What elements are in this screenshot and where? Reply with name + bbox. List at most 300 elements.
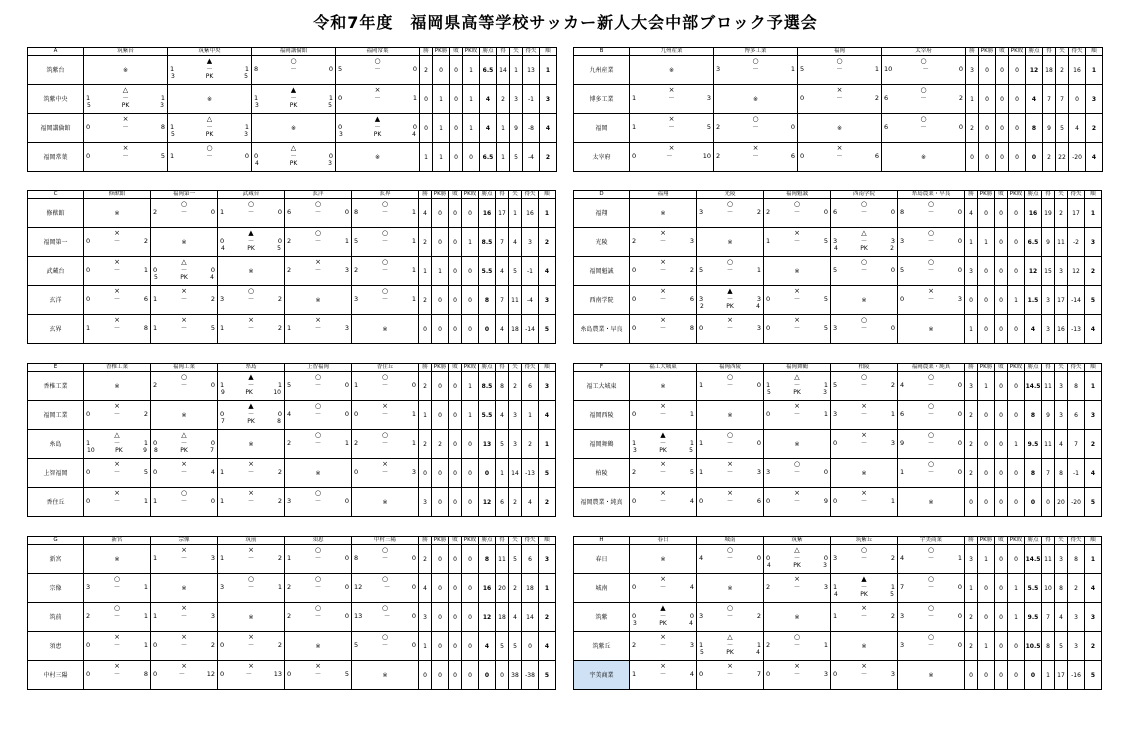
pk-away: 5 bbox=[890, 591, 894, 598]
match-result-cell bbox=[898, 286, 965, 315]
stat-value: 0 bbox=[996, 56, 1009, 85]
stat-value: 2 bbox=[965, 632, 978, 661]
home-goals: 0 bbox=[766, 554, 771, 562]
away-goals: 0 bbox=[689, 612, 694, 620]
pk-away: 3 bbox=[328, 160, 332, 167]
score-dash: － bbox=[247, 295, 255, 303]
match-result-cell bbox=[630, 459, 697, 488]
stat-value: 2 bbox=[509, 574, 522, 603]
match-result-cell bbox=[84, 401, 151, 430]
away-goals: 8 bbox=[160, 123, 165, 131]
match-result-cell bbox=[285, 315, 352, 344]
pk-away: 7 bbox=[210, 447, 214, 454]
away-goals: 0 bbox=[957, 468, 962, 476]
home-goals: 1 bbox=[153, 612, 158, 620]
result-mark: × bbox=[660, 633, 666, 641]
row-team-name: 福岡西陵 bbox=[574, 401, 630, 430]
home-goals: 0 bbox=[833, 497, 838, 505]
stat-header: 勝 bbox=[419, 537, 432, 545]
stat-value: 0 bbox=[462, 488, 479, 517]
group-table-c bbox=[27, 190, 556, 344]
row-team-name: 宗像 bbox=[28, 574, 84, 603]
stat-value: 0 bbox=[449, 574, 462, 603]
result-mark: × bbox=[114, 258, 120, 266]
stat-header: 得失 bbox=[522, 537, 539, 545]
match-result-cell bbox=[168, 143, 252, 172]
score-dash: － bbox=[381, 295, 389, 303]
home-goals: 1 bbox=[153, 324, 158, 332]
stat-value: 3 bbox=[510, 85, 523, 114]
match-result-cell bbox=[151, 286, 218, 315]
stat-value: 5.5 bbox=[479, 401, 496, 430]
score bbox=[800, 95, 879, 102]
result-mark: ○ bbox=[927, 431, 935, 439]
self-match-cell: ※ bbox=[697, 574, 764, 603]
row-team-name: 城南 bbox=[574, 574, 630, 603]
group-table-d bbox=[573, 190, 1102, 344]
score-dash: － bbox=[793, 583, 801, 591]
score bbox=[153, 440, 215, 447]
home-goals: 5 bbox=[338, 65, 343, 73]
home-goals: 1 bbox=[833, 583, 838, 591]
stat-value: 1 bbox=[539, 199, 556, 228]
home-goals: 0 bbox=[800, 94, 805, 102]
result-mark: ○ bbox=[314, 489, 322, 497]
stat-value: 0 bbox=[432, 372, 449, 401]
row-team-name: 福岡 bbox=[574, 114, 630, 143]
result-mark: × bbox=[794, 575, 800, 583]
group-header-row bbox=[28, 191, 556, 199]
match-result-cell bbox=[352, 545, 419, 574]
away-goals: 3 bbox=[890, 237, 895, 245]
score-dash: － bbox=[659, 439, 667, 447]
match-result-cell bbox=[252, 56, 336, 85]
pk-label: PK bbox=[245, 389, 253, 396]
stat-value: 6.5 bbox=[480, 143, 497, 172]
stat-header: 順 bbox=[1085, 191, 1102, 199]
row-team-name: 筑紫中央 bbox=[28, 85, 84, 114]
match-result-cell bbox=[714, 143, 798, 172]
stat-value: 0 bbox=[449, 632, 462, 661]
team-row bbox=[574, 56, 1103, 85]
away-goals: 0 bbox=[210, 381, 215, 389]
match-result-cell bbox=[764, 488, 831, 517]
result-mark: ▲ bbox=[290, 86, 297, 94]
home-goals: 2 bbox=[354, 266, 359, 274]
score-dash: － bbox=[927, 237, 935, 245]
score bbox=[287, 411, 349, 418]
home-goals: 0 bbox=[86, 295, 91, 303]
stat-header: 得失 bbox=[1068, 537, 1085, 545]
stat-value: 3 bbox=[966, 56, 979, 85]
away-goals: 3 bbox=[411, 468, 416, 476]
stat-header: 順 bbox=[539, 364, 556, 372]
stat-value: 0 bbox=[432, 545, 449, 574]
column-team-name: 中村三陽 bbox=[352, 537, 419, 545]
score bbox=[86, 584, 148, 591]
pk-label: PK bbox=[373, 131, 382, 138]
team-row bbox=[28, 459, 556, 488]
stat-value: 4 bbox=[1055, 603, 1068, 632]
self-match-cell: ※ bbox=[168, 85, 252, 114]
match-result-cell bbox=[218, 545, 285, 574]
stat-value: 1 bbox=[539, 574, 556, 603]
column-team-name: 福岡常葉 bbox=[336, 48, 420, 56]
home-goals: 0 bbox=[220, 410, 225, 418]
score bbox=[86, 440, 148, 447]
score-dash: － bbox=[927, 612, 935, 620]
result-mark: ○ bbox=[381, 200, 389, 208]
home-goals: 1 bbox=[632, 670, 637, 678]
home-goals: 0 bbox=[86, 266, 91, 274]
score-dash: － bbox=[180, 381, 188, 389]
result-mark: ○ bbox=[793, 460, 801, 468]
stat-value: 3 bbox=[1085, 603, 1102, 632]
away-goals: 2 bbox=[890, 381, 895, 389]
score bbox=[287, 325, 349, 332]
result-mark: ○ bbox=[381, 373, 389, 381]
stat-value: 2 bbox=[420, 56, 433, 85]
score-dash: － bbox=[381, 439, 389, 447]
column-team-name: 福岡工業 bbox=[151, 364, 218, 372]
home-goals: 2 bbox=[287, 583, 292, 591]
row-team-name: 光陵 bbox=[574, 228, 630, 257]
stat-value: 0 bbox=[432, 401, 449, 430]
stat-value: 0 bbox=[1025, 661, 1042, 690]
pk-label: PK bbox=[289, 102, 298, 109]
pk-label: PK bbox=[793, 389, 801, 396]
column-team-name: 玄洋 bbox=[285, 191, 352, 199]
stat-value: 1 bbox=[433, 114, 450, 143]
team-row bbox=[28, 315, 556, 344]
result-mark: × bbox=[114, 402, 120, 410]
row-team-name: 太宰府 bbox=[574, 143, 630, 172]
self-match-cell: ※ bbox=[831, 632, 898, 661]
stat-value: 0 bbox=[995, 401, 1008, 430]
stat-header: 敗 bbox=[995, 537, 1008, 545]
match-result-cell bbox=[84, 632, 151, 661]
score-dash: － bbox=[290, 152, 297, 160]
column-team-name: 香住丘 bbox=[352, 364, 419, 372]
result-mark: ○ bbox=[381, 604, 389, 612]
match-result-cell bbox=[84, 459, 151, 488]
match-result-cell bbox=[898, 430, 965, 459]
row-team-name: 上智福岡 bbox=[28, 459, 84, 488]
score-dash: － bbox=[314, 554, 322, 562]
score-dash: － bbox=[247, 641, 255, 649]
stat-value: 1 bbox=[978, 632, 995, 661]
column-team-name: 福岡魁誠 bbox=[764, 191, 831, 199]
stat-value: 2 bbox=[965, 401, 978, 430]
match-result-cell bbox=[630, 632, 697, 661]
score-dash: － bbox=[247, 554, 255, 562]
pk-score bbox=[255, 102, 332, 109]
pk-label: PK bbox=[860, 245, 868, 252]
match-result-cell bbox=[882, 56, 966, 85]
score bbox=[833, 209, 895, 216]
stat-value: 2 bbox=[1056, 56, 1069, 85]
stat-value: 12 bbox=[1068, 257, 1085, 286]
group-table-e bbox=[27, 363, 556, 517]
stat-value: 12 bbox=[1026, 56, 1043, 85]
group-table-b bbox=[573, 47, 1103, 172]
stat-value: 4 bbox=[1026, 85, 1043, 114]
away-goals: 0 bbox=[957, 583, 962, 591]
score-dash: － bbox=[206, 152, 213, 160]
score-dash: － bbox=[752, 123, 759, 131]
self-match-cell: ※ bbox=[84, 372, 151, 401]
match-result-cell bbox=[218, 286, 285, 315]
away-goals: 0 bbox=[411, 612, 416, 620]
score-dash: － bbox=[793, 554, 801, 562]
result-mark: ○ bbox=[726, 373, 734, 381]
away-goals: 5 bbox=[706, 123, 711, 131]
stat-value: 1 bbox=[497, 114, 510, 143]
score-dash: － bbox=[180, 612, 188, 620]
stat-header: 勝点 bbox=[1025, 191, 1042, 199]
home-goals: 0 bbox=[338, 123, 343, 131]
home-goals: 1 bbox=[699, 641, 704, 649]
stat-value: 7 bbox=[496, 228, 509, 257]
home-goals: 0 bbox=[699, 497, 704, 505]
stat-header: 勝 bbox=[965, 364, 978, 372]
column-team-name: 福岡講倫館 bbox=[252, 48, 336, 56]
stat-header: 得 bbox=[1043, 48, 1056, 56]
stat-value: 5.5 bbox=[1025, 574, 1042, 603]
pk-home: 4 bbox=[767, 562, 771, 569]
score-dash: － bbox=[726, 295, 734, 303]
match-result-cell bbox=[630, 228, 697, 257]
result-mark: ○ bbox=[381, 258, 389, 266]
home-goals: 1 bbox=[220, 497, 225, 505]
stat-value: 0 bbox=[1008, 199, 1025, 228]
stat-value: 12 bbox=[479, 488, 496, 517]
score bbox=[220, 209, 282, 216]
home-goals: 3 bbox=[699, 612, 704, 620]
home-goals: 0 bbox=[220, 670, 225, 678]
result-mark: ○ bbox=[726, 258, 734, 266]
stat-value: 1 bbox=[1008, 286, 1025, 315]
score-dash: － bbox=[314, 439, 322, 447]
team-row bbox=[28, 488, 556, 517]
result-mark: △ bbox=[727, 633, 733, 641]
stat-header: 順 bbox=[1086, 48, 1103, 56]
home-goals: 1 bbox=[86, 94, 91, 102]
match-result-cell bbox=[697, 257, 764, 286]
self-match-cell: ※ bbox=[764, 603, 831, 632]
stat-value: -16 bbox=[1068, 661, 1085, 690]
stat-value: 2 bbox=[539, 488, 556, 517]
away-goals: 1 bbox=[890, 497, 895, 505]
home-goals: 0 bbox=[632, 324, 637, 332]
stat-header: 敗 bbox=[996, 48, 1009, 56]
score-dash: － bbox=[860, 324, 868, 332]
away-goals: 3 bbox=[756, 295, 761, 303]
score bbox=[632, 469, 694, 476]
team-row bbox=[28, 661, 556, 690]
score-dash: － bbox=[122, 123, 129, 131]
away-goals: 9 bbox=[823, 497, 828, 505]
away-goals: 2 bbox=[689, 266, 694, 274]
column-team-name: 福岡第一 bbox=[151, 191, 218, 199]
score bbox=[338, 95, 417, 102]
match-result-cell bbox=[630, 574, 697, 603]
score-dash: － bbox=[726, 670, 734, 678]
score bbox=[800, 66, 879, 73]
score bbox=[153, 671, 215, 678]
stat-value: 4 bbox=[1069, 114, 1086, 143]
stat-value: 1 bbox=[978, 228, 995, 257]
home-goals: 8 bbox=[354, 208, 359, 216]
result-mark: ▲ bbox=[861, 575, 867, 583]
match-result-cell bbox=[898, 459, 965, 488]
stat-value: 0 bbox=[449, 488, 462, 517]
row-team-name: 福翔 bbox=[574, 199, 630, 228]
result-mark: × bbox=[794, 229, 800, 237]
column-team-name: 上智福岡 bbox=[285, 364, 352, 372]
stat-value: 1 bbox=[966, 85, 979, 114]
score-dash: － bbox=[668, 123, 675, 131]
group-name: D bbox=[574, 191, 630, 199]
home-goals: 3 bbox=[354, 295, 359, 303]
away-goals: 1 bbox=[143, 583, 148, 591]
away-goals: 3 bbox=[890, 670, 895, 678]
row-team-name: 須恵 bbox=[28, 632, 84, 661]
score bbox=[900, 267, 962, 274]
away-goals: 5 bbox=[344, 670, 349, 678]
score bbox=[86, 469, 148, 476]
away-goals: 4 bbox=[689, 583, 694, 591]
stat-value: 0 bbox=[449, 545, 462, 574]
score-dash: － bbox=[180, 266, 188, 274]
score bbox=[900, 642, 962, 649]
score-dash: － bbox=[927, 641, 935, 649]
home-goals: 0 bbox=[632, 583, 637, 591]
stat-value: 0 bbox=[462, 257, 479, 286]
group-name: G bbox=[28, 537, 84, 545]
home-goals: 2 bbox=[287, 266, 292, 274]
score bbox=[86, 124, 165, 131]
score bbox=[632, 296, 694, 303]
score bbox=[833, 498, 895, 505]
home-goals: 0 bbox=[86, 237, 91, 245]
stat-header: 失 bbox=[1056, 48, 1069, 56]
stat-value: 16 bbox=[1025, 199, 1042, 228]
stat-value: 0 bbox=[432, 315, 449, 344]
home-goals: 1 bbox=[287, 554, 292, 562]
stat-value: 3 bbox=[1055, 372, 1068, 401]
pk-label: PK bbox=[659, 620, 667, 627]
self-match-cell: ※ bbox=[697, 401, 764, 430]
stat-value: 0 bbox=[995, 488, 1008, 517]
pk-away: 3 bbox=[823, 562, 827, 569]
stat-header: PK敗 bbox=[1008, 364, 1025, 372]
stat-value: 3 bbox=[965, 257, 978, 286]
stat-value: 0 bbox=[449, 661, 462, 690]
row-team-name: 玄洋 bbox=[28, 286, 84, 315]
away-goals: 5 bbox=[210, 324, 215, 332]
stat-value: -20 bbox=[1068, 488, 1085, 517]
team-row bbox=[28, 401, 556, 430]
result-mark: × bbox=[668, 115, 675, 123]
match-result-cell bbox=[630, 603, 697, 632]
self-match-cell: ※ bbox=[252, 114, 336, 143]
stat-value: 1 bbox=[419, 257, 432, 286]
score bbox=[766, 469, 828, 476]
home-goals: 12 bbox=[354, 583, 363, 591]
stat-value: 0 bbox=[995, 661, 1008, 690]
stat-value: -2 bbox=[1068, 228, 1085, 257]
result-mark: × bbox=[861, 402, 867, 410]
away-goals: 5 bbox=[823, 324, 828, 332]
away-goals: 0 bbox=[958, 123, 963, 131]
score bbox=[86, 267, 148, 274]
home-goals: 1 bbox=[86, 324, 91, 332]
score bbox=[833, 238, 895, 245]
stat-value: 0 bbox=[1069, 85, 1086, 114]
result-mark: △ bbox=[206, 115, 213, 123]
stat-header: PK勝 bbox=[978, 537, 995, 545]
match-result-cell bbox=[151, 199, 218, 228]
home-goals: 0 bbox=[354, 410, 359, 418]
result-mark: ○ bbox=[927, 546, 935, 554]
stat-value: 5 bbox=[1085, 286, 1102, 315]
home-goals: 3 bbox=[900, 641, 905, 649]
score bbox=[354, 584, 416, 591]
score bbox=[833, 411, 895, 418]
match-result-cell bbox=[898, 257, 965, 286]
match-result-cell bbox=[764, 574, 831, 603]
match-result-cell bbox=[285, 228, 352, 257]
away-goals: 0 bbox=[210, 439, 215, 447]
stat-value: 4 bbox=[540, 114, 557, 143]
stat-value: 15 bbox=[1042, 257, 1055, 286]
pk-score bbox=[87, 447, 147, 454]
home-goals: 0 bbox=[287, 670, 292, 678]
stat-value: 0 bbox=[462, 199, 479, 228]
away-goals: 3 bbox=[689, 237, 694, 245]
result-mark: ▲ bbox=[660, 431, 666, 439]
match-result-cell bbox=[697, 199, 764, 228]
away-goals: 0 bbox=[344, 583, 349, 591]
match-result-cell bbox=[764, 286, 831, 315]
score bbox=[766, 642, 828, 649]
away-goals: 1 bbox=[143, 612, 148, 620]
self-match-cell: ※ bbox=[882, 143, 966, 172]
self-match-cell: ※ bbox=[714, 85, 798, 114]
stat-header: 順 bbox=[1085, 537, 1102, 545]
team-row bbox=[574, 430, 1102, 459]
stat-header: PK勝 bbox=[979, 48, 996, 56]
match-result-cell bbox=[831, 430, 898, 459]
score bbox=[632, 671, 694, 678]
away-goals: 2 bbox=[143, 237, 148, 245]
home-goals: 6 bbox=[287, 208, 292, 216]
home-goals: 0 bbox=[699, 324, 704, 332]
stat-value: 11 bbox=[1042, 545, 1055, 574]
stat-value: 0 bbox=[978, 661, 995, 690]
score bbox=[800, 153, 879, 160]
stat-value: 8 bbox=[1068, 545, 1085, 574]
stat-value: 2 bbox=[539, 603, 556, 632]
result-mark: × bbox=[836, 86, 843, 94]
score bbox=[632, 498, 694, 505]
group-table-a bbox=[27, 47, 557, 172]
score bbox=[699, 382, 761, 389]
score bbox=[699, 498, 761, 505]
score bbox=[220, 238, 282, 245]
match-result-cell bbox=[352, 257, 419, 286]
